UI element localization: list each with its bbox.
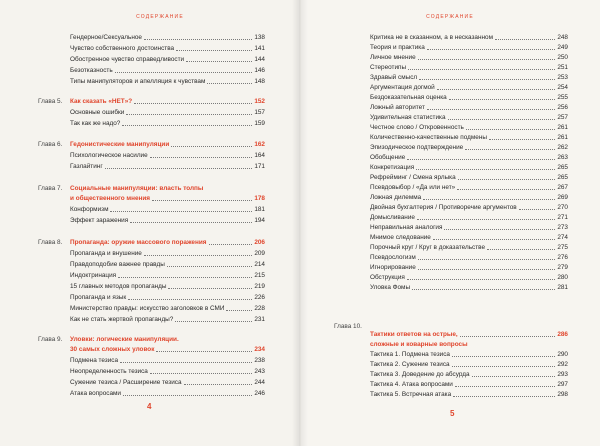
- toc-entry: Теория и практика 249: [370, 44, 568, 51]
- chapter-label: Глава 10.: [334, 323, 362, 330]
- toc-entry: Основные ошибки 157: [70, 109, 265, 116]
- toc-entry: Безотказность 146: [70, 67, 265, 74]
- toc-entry: Аргументация догмой 254: [370, 84, 568, 91]
- leader-dots: [152, 200, 252, 201]
- leader-dots: [437, 89, 556, 90]
- page-number: 4: [147, 402, 152, 411]
- leader-dots: [209, 244, 253, 245]
- toc-entry: Гендерное/Сексуальное 138: [70, 34, 265, 41]
- toc-entry: Порочный круг / Круг в доказательстве 275: [370, 244, 568, 251]
- chapter-label: Глава 8.: [38, 239, 63, 246]
- toc-entry: Конформизм 181: [70, 206, 265, 213]
- leader-dots: [412, 289, 555, 290]
- toc-entry: Псевдослогизм 276: [370, 254, 568, 261]
- leader-dots: [487, 249, 555, 250]
- toc-entry: Подмена тезиса 238: [70, 357, 265, 364]
- leader-dots: [418, 59, 556, 60]
- toc-entry: Тактика 1. Подмена тезиса 290: [370, 351, 568, 358]
- leader-dots: [452, 366, 556, 367]
- toc-entry: Обостренное чувство справедливости 144: [70, 56, 265, 63]
- leader-dots: [134, 103, 252, 104]
- toc-entry: Индоктринация 215: [70, 272, 265, 279]
- leader-dots: [110, 211, 252, 212]
- leader-dots: [427, 49, 556, 50]
- toc-entry: Министерство правды: искусство заголовков в СМИ 228: [70, 305, 265, 312]
- leader-dots: [433, 239, 555, 240]
- toc-entry: Количественно-качественные подмены 261: [370, 134, 568, 141]
- leader-dots: [453, 396, 555, 397]
- leader-dots: [123, 395, 252, 396]
- toc-entry: Тактика 4. Атака вопросами 297: [370, 381, 568, 388]
- leader-dots: [418, 259, 556, 260]
- leader-dots: [120, 362, 252, 363]
- toc-entry: Пропаганда и язык 226: [70, 294, 265, 301]
- chapter-label: Глава 9.: [38, 336, 63, 343]
- toc-entry: Как не стать жертвой пропаганды? 231: [70, 316, 265, 323]
- chapter-label: Глава 6.: [38, 141, 63, 148]
- page-number: 5: [450, 409, 455, 418]
- toc-entry: Рефрейминг / Смена ярлыка 265: [370, 174, 568, 181]
- chapter-title: Как сказать «НЕТ»? 152: [70, 98, 265, 105]
- leader-dots: [144, 39, 252, 40]
- toc-entry: Ложный авторитет 256: [370, 104, 568, 111]
- toc-entry: Психологическое насилие 164: [70, 152, 265, 159]
- leader-dots: [408, 69, 555, 70]
- leader-dots: [455, 386, 555, 387]
- leader-dots: [457, 189, 555, 190]
- chapter-title: Уловки: логические манипуляции.: [70, 336, 179, 343]
- leader-dots: [167, 266, 253, 267]
- toc-entry: Правдоподобие важнее правды 214: [70, 261, 265, 268]
- leader-dots: [105, 168, 253, 169]
- toc-entry: Стереотипы 251: [370, 64, 568, 71]
- leader-dots: [418, 269, 556, 270]
- toc-entry: Так как же надо? 159: [70, 120, 265, 127]
- toc-entry: Эпизодическое подтверждение 262: [370, 144, 568, 151]
- leader-dots: [416, 169, 555, 170]
- leader-dots: [448, 119, 556, 120]
- chapter-label: Глава 7.: [38, 185, 63, 192]
- toc-entry: Здравый смысл 253: [370, 74, 568, 81]
- page-header: СОДЕРЖАНИЕ: [426, 14, 474, 20]
- toc-entry: Пропаганда и внушение 209: [70, 250, 265, 257]
- toc-entry: Тактика 2. Сужение тезиса 292: [370, 361, 568, 368]
- leader-dots: [171, 146, 252, 147]
- leader-dots: [207, 83, 252, 84]
- toc-entry: Игнорирование 279: [370, 264, 568, 271]
- toc-entry: Псевдовыбор / «Да или нет» 267: [370, 184, 568, 191]
- chapter-title: Пропаганда: оружие массового поражения 206: [70, 239, 265, 246]
- toc-entry: Обструкция 280: [370, 274, 568, 281]
- chapter-title: Социальные манипуляции: власть толпы: [70, 185, 204, 192]
- toc-entry: Газлайтинг 171: [70, 163, 265, 170]
- toc-entry: Домысливание 271: [370, 214, 568, 221]
- leader-dots: [495, 39, 555, 40]
- leader-dots: [226, 310, 252, 311]
- leader-dots: [175, 321, 252, 322]
- leader-dots: [128, 299, 252, 300]
- chapter-title: Тактики ответов на острые, 286: [370, 331, 568, 338]
- leader-dots: [449, 99, 556, 100]
- leader-dots: [122, 125, 252, 126]
- leader-dots: [144, 255, 252, 256]
- leader-dots: [417, 219, 555, 220]
- leader-dots: [519, 209, 556, 210]
- leader-dots: [186, 61, 252, 62]
- chapter-title: 30 самых сложных уловок 234: [70, 346, 265, 353]
- leader-dots: [407, 279, 555, 280]
- toc-entry: Тактика 5. Встречная атака 298: [370, 391, 568, 398]
- leader-dots: [118, 277, 252, 278]
- leader-dots: [156, 351, 252, 352]
- chapter-title: Гедонистические манипуляции 162: [70, 141, 265, 148]
- leader-dots: [460, 336, 556, 337]
- toc-entry: Типы манипуляторов и апелляция к чувствам 148: [70, 78, 265, 85]
- toc-entry: Эффект заражения 194: [70, 217, 265, 224]
- toc-entry: Личное мнение 250: [370, 54, 568, 61]
- toc-entry: Честное слово / Откровенность 261: [370, 124, 568, 131]
- toc-entry: Неопределенность тезиса 243: [70, 368, 265, 375]
- leader-dots: [150, 157, 253, 158]
- leader-dots: [419, 79, 555, 80]
- toc-entry: Сужение тезиса / Расширение тезиса 244: [70, 379, 265, 386]
- leader-dots: [427, 109, 555, 110]
- toc-entry: Ложная дилемма 269: [370, 194, 568, 201]
- right-page: [300, 0, 600, 446]
- chapter-title: и общественного мнения 178: [70, 195, 265, 202]
- leader-dots: [130, 222, 252, 223]
- toc-entry: Обобщение 263: [370, 154, 568, 161]
- toc-entry: Уловка Фомы 281: [370, 284, 568, 291]
- leader-dots: [444, 229, 555, 230]
- page-header: СОДЕРЖАНИЕ: [136, 14, 184, 20]
- leader-dots: [466, 129, 555, 130]
- toc-entry: Мнимое следование 274: [370, 234, 568, 241]
- toc-entry: Атака вопросами 246: [70, 390, 265, 397]
- leader-dots: [472, 376, 556, 377]
- toc-entry: Удивительная статистика 257: [370, 114, 568, 121]
- leader-dots: [452, 356, 555, 357]
- toc-entry: Тактика 3. Доведение до абсурда 293: [370, 371, 568, 378]
- leader-dots: [184, 384, 253, 385]
- leader-dots: [176, 50, 252, 51]
- toc-entry: Конкретизация 265: [370, 164, 568, 171]
- leader-dots: [168, 288, 252, 289]
- toc-entry: Бездоказательная оценка 255: [370, 94, 568, 101]
- leader-dots: [150, 373, 252, 374]
- leader-dots: [423, 199, 555, 200]
- book-gutter: [292, 0, 308, 446]
- leader-dots: [115, 72, 253, 73]
- leader-dots: [465, 149, 555, 150]
- toc-entry: 15 главных методов пропаганды 219: [70, 283, 265, 290]
- leader-dots: [407, 159, 555, 160]
- chapter-title: сложные и коварные вопросы: [370, 341, 468, 348]
- leader-dots: [458, 179, 556, 180]
- toc-entry: Критика не в сказанном, а в несказанном 248: [370, 34, 568, 41]
- toc-entry: Чувство собственного достоинства 141: [70, 45, 265, 52]
- leader-dots: [126, 114, 252, 115]
- toc-entry: Неправильная аналогия 273: [370, 224, 568, 231]
- chapter-label: Глава 5.: [38, 98, 63, 105]
- leader-dots: [489, 139, 555, 140]
- toc-entry: Двойная бухгалтерия / Противоречие аргументов 270: [370, 204, 568, 211]
